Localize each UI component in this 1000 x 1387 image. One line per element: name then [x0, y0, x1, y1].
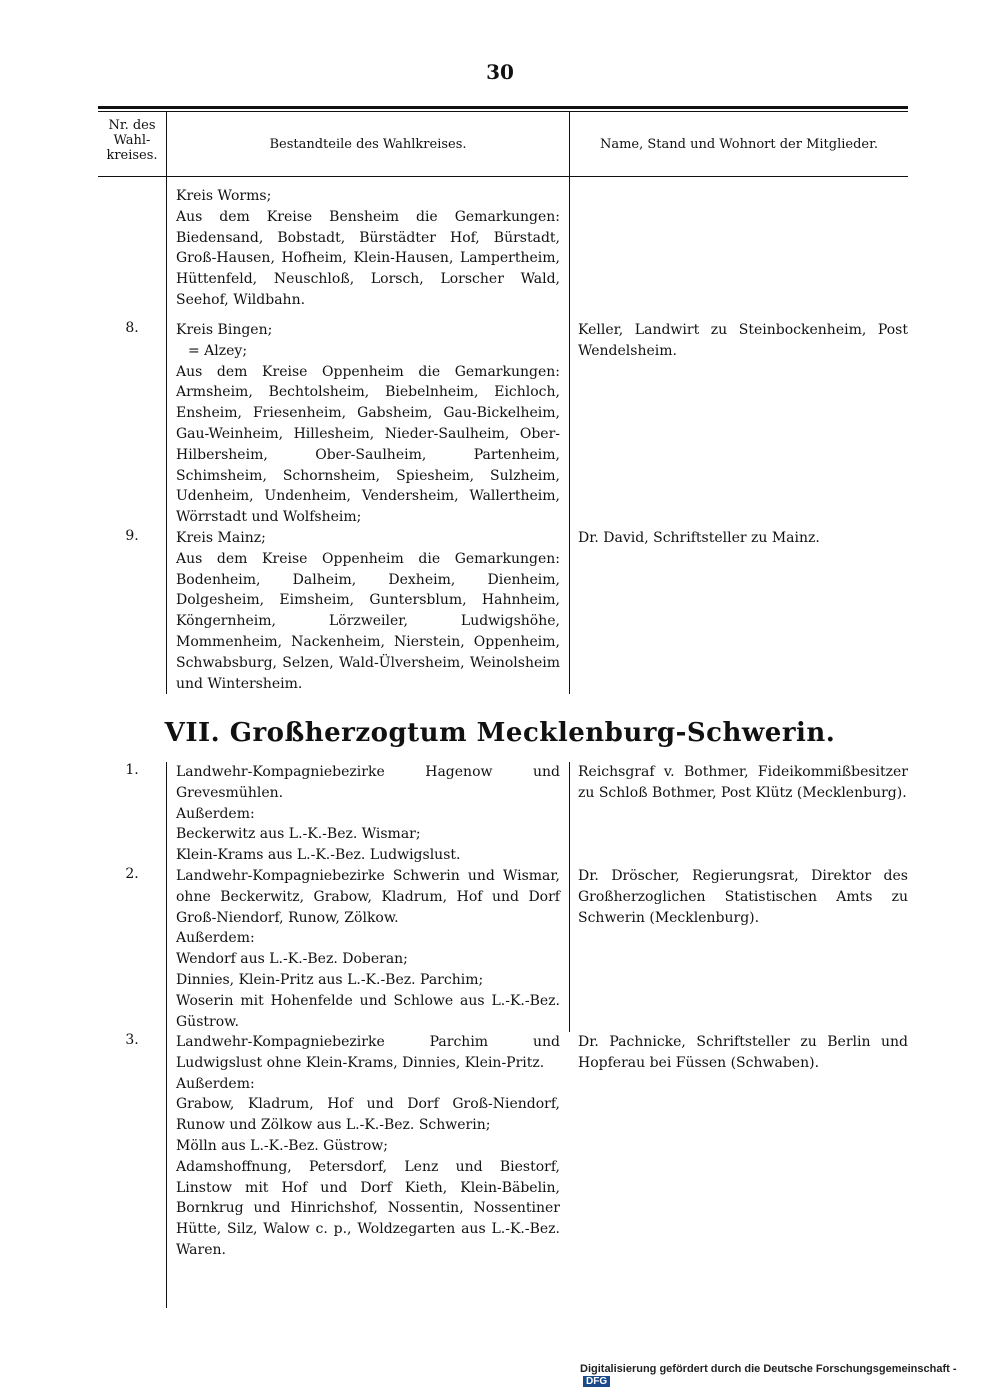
- district-line: Kreis Bingen;: [176, 322, 273, 338]
- district-components: [176, 528, 560, 694]
- district-line: Klein-Krams aus L.-K.-Bez. Ludwigslust.: [176, 847, 461, 864]
- district-line: Außerdem:: [176, 930, 255, 947]
- district-components: [176, 186, 560, 311]
- page-number: 30: [486, 60, 514, 84]
- district-line: Aus dem Kreise Oppenheim die Gemarkungen: Bodenheim, Dalheim, Dexheim, Dienheim, Dolgesheim, Eimsheim, Guntersblum, Hahnheim, Köngernheim, Lörzweiler, Ludwigshöhe, Mommenheim, Nackenheim, Nierstein, Oppenheim, Schwabsburg, Selzen, Wald-Ülversheim, Weinolsheim und Wintersheim.: [176, 550, 560, 692]
- district-line: Dinnies, Klein-Pritz aus L.-K.-Bez. Parchim;: [176, 971, 484, 988]
- district-line: Kreis Worms;: [176, 188, 272, 204]
- column-divider: [166, 762, 167, 1308]
- dfg-logo-badge: DFG: [583, 1376, 610, 1387]
- district-components: [176, 762, 560, 866]
- district-number: 9.: [125, 528, 139, 544]
- district-line: Außerdem:: [176, 805, 255, 822]
- district-line: Mölln aus L.-K.-Bez. Güstrow;: [176, 1137, 388, 1154]
- district-line: Landwehr-Kompagniebezirke Parchim und Ludwigslust ohne Klein-Krams, Dinnies, Klein-Pritz.: [176, 1034, 560, 1071]
- footer-credit: [580, 1363, 980, 1387]
- member-entry: Reichsgraf v. Bothmer, Fideikommißbesitzer zu Schloß Bothmer, Post Klütz (Mecklenburg).: [578, 764, 908, 801]
- header-rule: [98, 176, 908, 177]
- footer-text: Digitalisierung gefördert durch die Deutsche Forschungsgemeinschaft -: [580, 1363, 957, 1375]
- header-col-number: Nr. des Wahl-kreises.: [106, 118, 158, 163]
- top-rule-thick: [98, 106, 908, 109]
- member-entry: Dr. David, Schriftsteller zu Mainz.: [578, 530, 820, 546]
- district-line: Kreis Mainz;: [176, 530, 266, 546]
- district-line: = Alzey;: [188, 342, 248, 359]
- district-components: [176, 320, 560, 528]
- district-line: Wendorf aus L.-K.-Bez. Doberan;: [176, 951, 408, 968]
- member-entry: Dr. Dröscher, Regierungsrat, Direktor des Großherzoglichen Statistischen Amts zu Schwerin (Mecklenburg).: [578, 868, 908, 926]
- top-rule-thin: [98, 111, 908, 112]
- district-line: Adamshoffnung, Petersdorf, Lenz und Biestorf, Linstow mit Hof und Dorf Kieth, Klein-Bäbelin, Bornkrug und Hinrichshof, Nossentin, Nossentiner Hütte, Silz, Walow c. p., Woldzegarten aus L.-K.-Bez. Waren.: [176, 1158, 560, 1258]
- district-line: Landwehr-Kompagniebezirke Hagenow und Grevesmühlen.: [176, 764, 560, 801]
- district-line: Aus dem Kreise Bensheim die Gemarkungen: Biedensand, Bobstadt, Bürstädter Hof, Bürstadt, Groß-Hausen, Hofheim, Klein-Hausen, Lampertheim, Hüttenfeld, Neuschloß, Lorsch, Lorscher Wald, Seehof, Wildbahn.: [176, 208, 560, 308]
- district-line: Außerdem:: [176, 1075, 255, 1092]
- district-line: Beckerwitz aus L.-K.-Bez. Wismar;: [176, 826, 421, 843]
- district-line: Grabow, Kladrum, Hof und Dorf Groß-Niendorf, Runow und Zölkow aus L.-K.-Bez. Schwerin;: [176, 1096, 560, 1134]
- header-col-members: Name, Stand und Wohnort der Mitglieder.: [599, 137, 879, 152]
- district-components: [176, 866, 560, 1032]
- column-divider: [569, 112, 570, 694]
- district-number: 8.: [125, 320, 139, 336]
- header-col-districts: Bestandteile des Wahlkreises.: [269, 137, 467, 152]
- section-title: VII. Großherzogtum Mecklenburg-Schwerin.: [164, 718, 836, 748]
- district-number: 3.: [125, 1032, 139, 1048]
- district-components: [176, 1032, 560, 1261]
- district-number: 2.: [125, 866, 139, 882]
- district-line: Woserin mit Hohenfelde und Schlowe aus L.-K.-Bez. Güstrow.: [176, 992, 560, 1030]
- district-line: Aus dem Kreise Oppenheim die Gemarkungen: Armsheim, Bechtolsheim, Biebelnheim, Eichloch, Ensheim, Friesenheim, Gabsheim, Gau-Bickelheim, Gau-Weinheim, Hillesheim, Nieder-Saulheim, Ober-Hilbersheim, Ober-Saulheim, Partenheim, Schimsheim, Schornsheim, Spiesheim, Sulzheim, Udenheim, Undenheim, Vendersheim, Wallertheim, Wörrstadt und Wolfsheim;: [176, 363, 560, 526]
- column-divider: [569, 762, 570, 1032]
- member-entry: Dr. Pachnicke, Schriftsteller zu Berlin und Hopferau bei Füssen (Schwaben).: [578, 1034, 908, 1071]
- member-entry: Keller, Landwirt zu Steinbockenheim, Post Wendelsheim.: [578, 322, 908, 359]
- district-line: Landwehr-Kompagniebezirke Schwerin und Wismar, ohne Beckerwitz, Grabow, Kladrum, Hof und Dorf Groß-Niendorf, Runow, Zölkow.: [176, 868, 560, 926]
- district-number: 1.: [125, 762, 139, 778]
- column-divider: [166, 112, 167, 694]
